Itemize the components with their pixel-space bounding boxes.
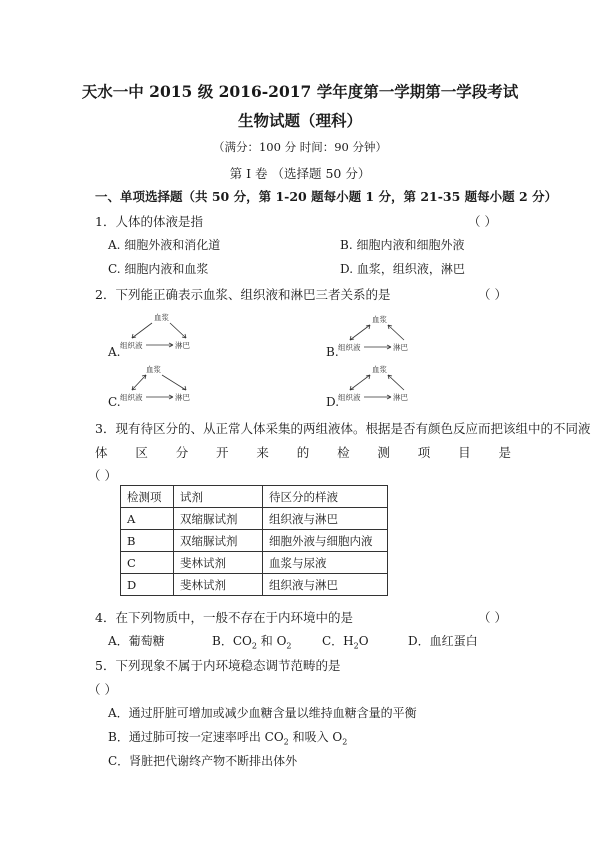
q2-answer-paren: （ ） [478,287,507,302]
q5-b-text: 和吸入 O [288,730,343,744]
q3-char: 是 [498,445,511,460]
table-cell: A [121,508,174,530]
table-cell: 组织液与淋巴 [263,508,388,530]
q1-answer-paren: （ ） [468,214,497,229]
exam-title: 天水一中 2015 级 2016-2017 学年度第一学期第一学段考试 [81,82,519,101]
table-cell: 双缩脲试剂 [174,530,263,552]
q4-c-text: O [358,634,369,648]
q2-option-a: A. [108,345,121,359]
q3-stem-line1: 3．现有待区分的、从正常人体采集的两组液体。根据是否有颜色反应而把该组中的不同液 [95,421,591,436]
q3-char: 开 [216,445,229,460]
diagram-label-tissue: 组织液 [120,341,143,350]
q4-option-b [212,632,292,650]
q5-answer-paren: （ ） [88,682,117,697]
q3-char: 的 [296,445,310,460]
table-row [121,530,388,552]
q3-stem-line2 [95,443,511,461]
q3-char: 测 [377,445,390,460]
diagram-label-tissue: 组织液 [338,393,361,402]
table-header: 试剂 [174,486,263,508]
diagram-label-plasma: 血浆 [154,313,169,322]
table-cell: C [121,552,174,574]
q4-b-sub: 2 [251,641,257,651]
table-cell: 组织液与淋巴 [263,574,388,596]
table-row [121,508,388,530]
diagram-label-lymph: 淋巴 [393,343,408,352]
q3-table [120,485,388,596]
q1-stem: 1．人体的体液是指 [95,214,203,229]
diagram-label-plasma: 血浆 [146,365,161,374]
table-cell: 细胞外液与细胞内液 [263,530,388,552]
q4-option-c [322,632,369,650]
q4-option-d: D．血红蛋白 [408,634,478,648]
table-header: 检测项 [121,486,174,508]
q2-diagram-a [118,310,218,355]
q2-diagram-c [118,362,218,407]
table-cell: 双缩脲试剂 [174,508,263,530]
q4-b-text: B．CO [212,634,252,648]
q3-char: 区 [135,445,148,460]
q5-b-text: B．通过肺可按一定速率呼出 CO [108,730,284,744]
q3-char: 体 [95,445,108,460]
q4-c-text: C．H [322,634,354,648]
exam-meta: （满分：100 分 时间：90 分钟） [212,140,388,154]
q5-b-sub: 2 [283,737,289,747]
table-row [121,574,388,596]
table-cell: 血浆与尿液 [263,552,388,574]
q1-option-d: D. 血浆，组织液，淋巴 [340,262,465,276]
q5-option-c: C．肾脏把代谢终产物不断排出体外 [108,754,298,768]
diagram-label-plasma: 血浆 [372,365,387,374]
table-header: 待区分的样液 [263,486,388,508]
q5-stem: 5．下列现象不属于内环境稳态调节范畴的是 [95,658,341,673]
diagram-label-lymph: 淋巴 [393,393,408,402]
table-row [121,552,388,574]
q4-c-sub: 2 [353,641,359,651]
q4-stem: 4．在下列物质中，一般不存在于内环境中的是 [95,610,353,625]
q1-option-a: A. 细胞外液和消化道 [108,238,221,252]
q1-option-b: B. 细胞内液和细胞外液 [340,238,465,252]
table-cell: 斐林试剂 [174,574,263,596]
q3-char: 项 [417,445,431,460]
q2-stem: 2．下列能正确表示血浆、组织液和淋巴三者关系的是 [95,287,391,302]
diagram-label-lymph: 淋巴 [175,341,190,350]
q3-char: 分 [175,445,189,460]
q5-option-a: A．通过肝脏可增加或减少血糖含量以维持血糖含量的平衡 [108,706,417,720]
table-cell: D [121,574,174,596]
q4-answer-paren: （ ） [478,610,507,625]
exam-subtitle: 生物试题（理科） [237,111,362,130]
diagram-label-tissue: 组织液 [120,393,143,402]
q2-diagram-b [336,312,436,357]
diagram-label-plasma: 血浆 [372,315,387,324]
q1-option-c: C. 细胞内液和血浆 [108,262,209,276]
q3-answer-paren: （ ） [88,468,117,483]
part-title: 第 I 卷 （选择题 50 分） [229,166,371,181]
table-header-row [121,486,388,508]
q4-option-a: A．葡萄糖 [108,634,165,648]
q2-diagram-d [336,362,436,407]
q5-option-b [108,728,347,746]
q3-char: 检 [337,445,350,460]
q5-b-sub: 2 [342,737,348,747]
section-heading: 一、单项选择题（共 50 分，第 1-20 题每小题 1 分，第 21-35 题每小题 2 分） [95,189,558,204]
q3-char: 来 [256,445,269,460]
table-cell: 斐林试剂 [174,552,263,574]
q4-b-text: 和 O [256,634,287,648]
q2-option-c: C. [108,395,121,409]
table-cell: B [121,530,174,552]
diagram-label-lymph: 淋巴 [175,393,190,402]
diagram-label-tissue: 组织液 [338,343,361,352]
q3-char: 目 [458,445,471,460]
q2-option-d: D. [326,395,340,409]
q2-option-b: B. [326,345,339,359]
q4-b-sub: 2 [286,641,292,651]
